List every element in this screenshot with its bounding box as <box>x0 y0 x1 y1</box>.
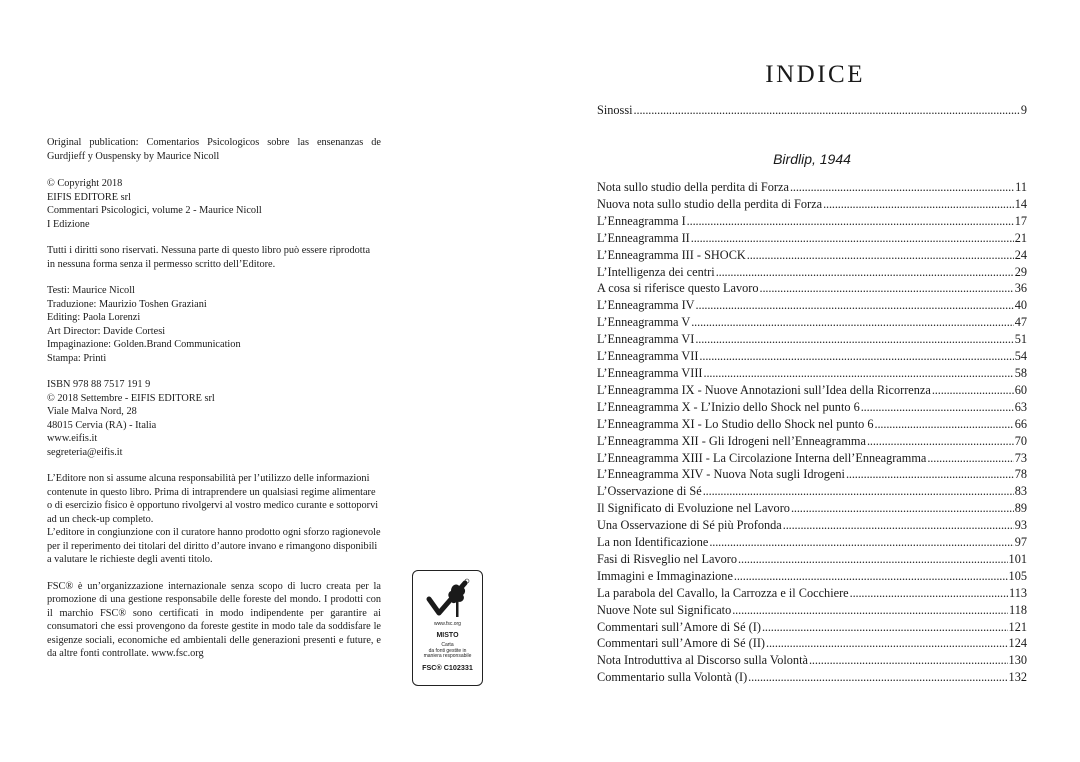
toc-label: Commentari sull’Amore di Sé (II) <box>597 636 766 651</box>
colophon-page <box>47 136 381 661</box>
toc-page-number: 113 <box>1009 585 1027 600</box>
fsc-misto-label: MISTO <box>436 632 459 639</box>
section-heading: Birdlip, 1944 <box>773 151 851 167</box>
disclaimer-line: ad un check-up completo. <box>47 513 154 525</box>
toc-entry[interactable] <box>597 585 1027 602</box>
toc-entry[interactable] <box>597 500 1027 517</box>
toc-label: Fasi di Risveglio nel Lavoro <box>597 551 738 566</box>
toc-page-number: 51 <box>1014 332 1027 347</box>
toc-leader-dots <box>874 416 1014 433</box>
toc-entry[interactable] <box>597 247 1027 264</box>
toc-label: Il Significato di Evoluzione nel Lavoro <box>597 501 790 516</box>
toc-page-number: 63 <box>1014 399 1027 414</box>
toc-page-number: 93 <box>1014 518 1027 533</box>
disclaimer-line: per il reperimento dei titolari del diritto d’autore invano e rimangono disponibili <box>47 540 378 552</box>
toc-label: Commentario sulla Volontà (I) <box>597 670 748 685</box>
toc-page-number: 9 <box>1020 103 1027 117</box>
toc-label: L’Enneagramma III - SHOCK <box>597 247 746 262</box>
copyright-line: EIFIS EDITORE srl <box>47 191 131 203</box>
index-title: INDICE <box>765 61 865 88</box>
toc-entry[interactable] <box>597 619 1027 636</box>
toc-leader-dots <box>765 635 1008 652</box>
fsc-desc-line: Carta <box>441 642 454 648</box>
toc-entry[interactable] <box>597 196 1027 213</box>
toc-entry[interactable] <box>597 280 1027 297</box>
credit-line: Art Director: Davide Cortesi <box>47 325 166 337</box>
toc-label: Nota sullo studio della perdita di Forza <box>597 180 789 194</box>
toc-label: L’Enneagramma VI <box>597 332 695 347</box>
toc-leader-dots <box>703 365 1014 382</box>
toc-label: L’Enneagramma XIV - Nuova Nota sugli Idrogeni <box>597 467 845 482</box>
toc-label: L’Enneagramma XIII - La Circolazione Interna dell’Enneagramma <box>597 450 927 465</box>
fsc-license-code: FSC® C102331 <box>422 662 473 672</box>
toc-label: L’Enneagramma VII <box>597 349 699 364</box>
toc-entry-sinossi[interactable] <box>597 102 1027 119</box>
toc-entry[interactable] <box>597 517 1027 534</box>
toc-entry[interactable] <box>597 297 1027 314</box>
toc-entry[interactable] <box>597 331 1027 348</box>
toc-label: Immagini e Immaginazione <box>597 568 733 583</box>
toc-leader-dots <box>731 602 1008 619</box>
isbn-line: ISBN 978 88 7517 191 9 <box>47 379 151 390</box>
original-publication: Original publication: Comentarios Psicologicos sobre las ensenanzas de Gurdjieff y Ouspensky by Maurice Nicoll <box>47 137 381 162</box>
toc-leader-dots <box>931 382 1014 399</box>
toc-page-number: 105 <box>1008 568 1027 583</box>
toc-entry[interactable] <box>597 568 1027 585</box>
toc-list <box>597 179 1027 686</box>
toc-label: L’Enneagramma V <box>597 315 691 330</box>
toc-entry[interactable] <box>597 179 1027 196</box>
address-line: Viale Malva Nord, 28 <box>47 406 137 417</box>
toc-page-number: 36 <box>1014 281 1027 296</box>
credit-line: Stampa: Printì <box>47 352 107 364</box>
toc-label: L’Enneagramma I <box>597 213 686 228</box>
toc-page-number: 40 <box>1014 298 1027 313</box>
disclaimer-line: L’editore in congiunzione con il curatore hanno prodotto ogni sforzo ragionevole <box>47 527 381 538</box>
credit-line: Testi: Maurice Nicoll <box>47 285 135 296</box>
toc-entry[interactable] <box>597 416 1027 433</box>
toc-leader-dots <box>737 551 1008 568</box>
toc-leader-dots <box>690 314 1013 331</box>
fsc-paragraph: FSC® è un’organizzazione internazionale senza scopo di lucro creata per la promozione di una gestione responsabile delle foreste del mondo. I prodotti con il marchio FSC® sono certificati in modo indipendente per garantire ai consumatori che essi provengono da foreste gestite in modo tale da soddisfare le esigenze sociali, economiche ed ambientali delle generazioni presenti e future, e da altre fonti controllate. www.fsc.org <box>47 580 381 659</box>
toc-page-number: 101 <box>1008 551 1027 566</box>
toc-page-number: 11 <box>1015 180 1027 194</box>
toc-page-number: 17 <box>1014 213 1027 228</box>
toc-page-number: 83 <box>1014 484 1027 499</box>
toc-label: L’Enneagramma II <box>597 230 690 245</box>
toc-leader-dots <box>686 213 1014 230</box>
toc-page-number: 73 <box>1014 450 1027 465</box>
fsc-desc-line: maniera responsabile <box>423 653 472 660</box>
disclaimer-line: o di esercizio fisico è opportuno rivolgervi al vostro medico curante e sottoporvi <box>47 500 379 511</box>
toc-page-number: 70 <box>1014 433 1027 448</box>
toc-entry[interactable] <box>597 602 1027 619</box>
fsc-description <box>413 643 482 660</box>
credit-line: Editing: Paola Lorenzi <box>47 312 141 323</box>
toc-leader-dots <box>822 196 1014 213</box>
website-link[interactable]: www.eifis.it <box>47 433 98 444</box>
toc-leader-dots <box>860 399 1014 416</box>
copyright-line: I Edizione <box>47 218 90 230</box>
toc-leader-dots <box>845 466 1014 483</box>
toc-leader-dots <box>790 500 1014 517</box>
toc-entry[interactable] <box>597 534 1027 551</box>
credit-line: Impaginazione: Golden.Brand Communication <box>47 339 241 350</box>
toc-label: Nuova nota sullo studio della perdita di Forza <box>597 196 823 211</box>
toc-label: La non Identificazione <box>597 535 709 550</box>
toc-label: Commentari sull’Amore di Sé (I) <box>597 619 761 634</box>
toc-entry[interactable] <box>597 635 1027 652</box>
toc-leader-dots <box>633 102 1020 119</box>
toc-page-number: 58 <box>1014 365 1027 380</box>
toc-entry[interactable] <box>597 314 1027 331</box>
fsc-tree-check-icon <box>425 577 471 621</box>
email-link[interactable]: segreteria@eifis.it <box>47 446 123 458</box>
credit-line: Traduzione: Maurizio Toshen Graziani <box>47 298 207 310</box>
toc-leader-dots <box>782 517 1014 534</box>
toc-leader-dots <box>698 348 1013 365</box>
toc-label: A cosa si riferisce questo Lavoro <box>597 281 759 296</box>
toc-page-number: 118 <box>1009 602 1027 617</box>
toc-entry[interactable] <box>597 348 1027 365</box>
toc-label: Una Osservazione di Sé più Profonda <box>597 518 782 533</box>
toc-leader-dots <box>808 652 1008 669</box>
toc-page-number: 132 <box>1008 670 1027 685</box>
toc-entry[interactable] <box>597 399 1027 416</box>
rights-block <box>47 244 381 271</box>
toc-label: Nuove Note sul Significato <box>597 602 732 617</box>
toc-entry[interactable] <box>597 213 1027 230</box>
publisher-line: © 2018 Settembre - EIFIS EDITORE srl <box>47 392 215 404</box>
disclaimer-line: contenute in questo libro. Prima di intraprendere un qualsiasi regime alimentare <box>47 486 376 498</box>
toc-entry[interactable] <box>597 433 1027 450</box>
toc-entry[interactable] <box>597 483 1027 500</box>
toc-label: L’Enneagramma XI - Lo Studio dello Shock nel punto 6 <box>597 416 874 431</box>
address-line: 48015 Cervia (RA) - Italia <box>47 419 157 431</box>
toc-label: Sinossi <box>597 103 633 117</box>
toc-entry[interactable] <box>597 466 1027 483</box>
fsc-logo <box>412 570 483 686</box>
toc-page-number: 78 <box>1014 467 1027 482</box>
toc-label: L’Enneagramma IX - Nuove Annotazioni sull’Idea della Ricorrenza <box>597 382 931 397</box>
toc-leader-dots <box>747 669 1007 686</box>
toc-page-number: 124 <box>1008 636 1027 651</box>
toc-page-number: 14 <box>1014 196 1027 211</box>
toc-leader-dots <box>746 247 1014 264</box>
toc-leader-dots <box>708 534 1013 551</box>
toc-leader-dots <box>866 433 1014 450</box>
rights-line: in nessuna forma senza il permesso scritto dell’Editore. <box>47 258 276 270</box>
toc-page-number: 21 <box>1014 230 1027 245</box>
toc-label: La parabola del Cavallo, la Carrozza e il Cocchiere <box>597 585 849 600</box>
toc-leader-dots <box>849 585 1008 602</box>
toc-page-number: 29 <box>1014 264 1027 279</box>
toc-entry[interactable] <box>597 669 1027 686</box>
toc-entry[interactable] <box>597 652 1027 669</box>
toc-leader-dots <box>702 483 1014 500</box>
toc-page-number: 24 <box>1014 247 1027 262</box>
toc-leader-dots <box>695 297 1014 314</box>
toc-leader-dots <box>759 280 1014 297</box>
toc-page-number: 89 <box>1014 501 1027 516</box>
toc-page-number: 97 <box>1014 535 1027 550</box>
disclaimer-line: a valutare le richieste degli aventi titolo. <box>47 554 213 565</box>
copyright-block <box>47 177 381 231</box>
toc-entry[interactable] <box>597 230 1027 247</box>
toc-entry[interactable] <box>597 365 1027 382</box>
toc-leader-dots <box>733 568 1008 585</box>
toc-label: Nota Introduttiva al Discorso sulla Volontà <box>597 653 808 668</box>
toc-page-number: 121 <box>1008 619 1027 634</box>
disclaimer-line: L’Editore non si assume alcuna responsabilità per l’utilizzo delle informazioni <box>47 473 370 484</box>
toc-page-number: 54 <box>1014 349 1027 364</box>
credits-block <box>47 284 381 365</box>
toc-entry[interactable] <box>597 551 1027 568</box>
disclaimer-block <box>47 472 381 567</box>
toc-page-number: 60 <box>1014 382 1027 397</box>
toc-leader-dots <box>789 179 1014 196</box>
toc-label: L’Enneagramma XII - Gli Idrogeni nell’Enneagramma <box>597 433 866 448</box>
toc-entry[interactable] <box>597 382 1027 399</box>
toc-leader-dots <box>694 331 1013 348</box>
toc-label: L’Intelligenza dei centri <box>597 264 715 279</box>
toc-leader-dots <box>761 619 1008 636</box>
publisher-block <box>47 378 381 459</box>
toc-leader-dots <box>926 450 1013 467</box>
toc-page-number: 66 <box>1014 416 1027 431</box>
toc-label: L’Enneagramma X - L’Inizio dello Shock nel punto 6 <box>597 399 860 414</box>
toc-entry[interactable] <box>597 264 1027 281</box>
rights-line: Tutti i diritti sono riservati. Nessuna parte di questo libro può essere riprodotta <box>47 245 371 256</box>
toc-page-number: 47 <box>1014 315 1027 330</box>
toc-leader-dots <box>715 264 1014 281</box>
toc-label: L’Osservazione di Sé <box>597 484 702 499</box>
toc-page-number: 130 <box>1008 653 1027 668</box>
copyright-line: Commentari Psicologici, volume 2 - Maurice Nicoll <box>47 205 262 216</box>
fsc-desc-line: da fonti gestite in <box>428 647 467 654</box>
toc-label: L’Enneagramma VIII <box>597 365 703 380</box>
copyright-line: © Copyright 2018 <box>47 178 123 189</box>
fsc-url: www.fsc.org <box>434 621 461 627</box>
toc-entry[interactable] <box>597 450 1027 467</box>
toc-label: L’Enneagramma IV <box>597 298 695 313</box>
toc-leader-dots <box>690 230 1014 247</box>
